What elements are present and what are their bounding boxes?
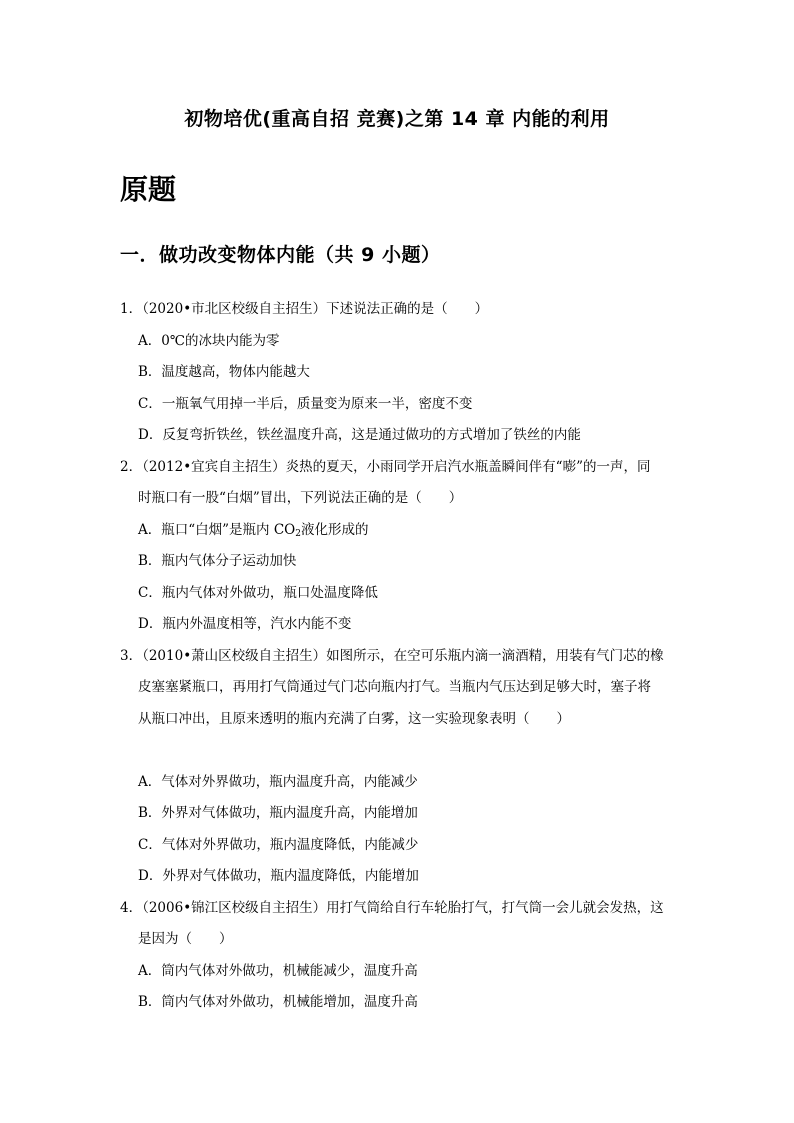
option-d: D．瓶内外温度相等，汽水内能不变 [138,616,352,632]
question-4 [120,893,680,1019]
question-number: 3． [120,647,143,664]
question-1 [120,294,680,452]
question-text-line-1: （2006•锦江区校级自主招生）用打气筒给自行车轮胎打气，打气筒一会儿就会发热，这 [142,899,664,916]
option-a [120,515,680,547]
option-b: B．温度越高，物体内能越大 [138,364,310,380]
question-stem [120,641,680,736]
question-text-line-2: 是因为（ ） [138,931,233,947]
question-list [120,294,680,1019]
option-c: C．气体对外界做功，瓶内温度降低，内能减少 [138,836,419,853]
question-3 [120,641,680,893]
option-a-text: A．瓶口“白烟”是瓶内 CO [138,521,296,538]
option-c: C．一瓶氧气用掉一半后，质量变为原来一半，密度不变 [138,395,473,412]
question-number: 4． [120,899,143,916]
option-b: B．外界对气体做功，瓶内温度升高，内能增加 [138,805,418,821]
question-number: 2． [120,458,143,475]
question-stem [120,294,680,326]
option-a: A．筒内气体对外做功，机械能减少，温度升高 [138,962,418,979]
option-a-subscript: 2 [295,528,301,539]
question-number: 1． [120,301,143,317]
option-b: B．瓶内气体分子运动加快 [138,553,297,569]
option-a-text-end: 液化形成的 [300,521,369,538]
figure-space [120,735,680,767]
option-a: A．0℃的冰块内能为零 [138,332,280,349]
question-text-line-2: 皮塞塞紧瓶口，再用打气筒通过气门芯向瓶内打气。当瓶内气压达到足够大时，塞子将 [138,679,651,695]
document-title: 初物培优(重高自招 竞赛)之第 14 章 内能的利用 [184,108,610,130]
option-d: D．外界对气体做功，瓶内温度降低，内能增加 [138,868,419,884]
option-c: C．瓶内气体对外做功，瓶口处温度降低 [138,584,378,601]
question-text-line-1: （2010•萧山区校级自主招生）如图所示，在空可乐瓶内滴一滴酒精，用装有气门芯的橡 [142,647,664,664]
question-stem [120,452,680,515]
question-text-line-2: 时瓶口有一股“白烟”冒出，下列说法正确的是（ ） [138,490,463,506]
subsection-heading: 一．做功改变物体内能（共 9 小题） [120,244,441,266]
option-b: B．筒内气体对外做功，机械能增加，温度升高 [138,994,418,1010]
section-heading: 原题 [120,173,177,206]
question-text-line-1: （2012•宜宾自主招生）炎热的夏天，小雨同学开启汽水瓶盖瞬间伴有“嘭”的一声，同 [142,458,651,475]
option-a: A．气体对外界做功，瓶内温度升高，内能减少 [138,773,418,790]
question-stem [120,893,680,956]
option-d: D．反复弯折铁丝，铁丝温度升高，这是通过做功的方式增加了铁丝的内能 [138,427,581,443]
question-text: （2020•市北区校级自主招生）下述说法正确的是（ ） [142,301,489,317]
question-2 [120,452,680,641]
question-text-line-3: 从瓶口冲出，且原来透明的瓶内充满了白雾，这一实验现象表明（ ） [138,710,570,727]
